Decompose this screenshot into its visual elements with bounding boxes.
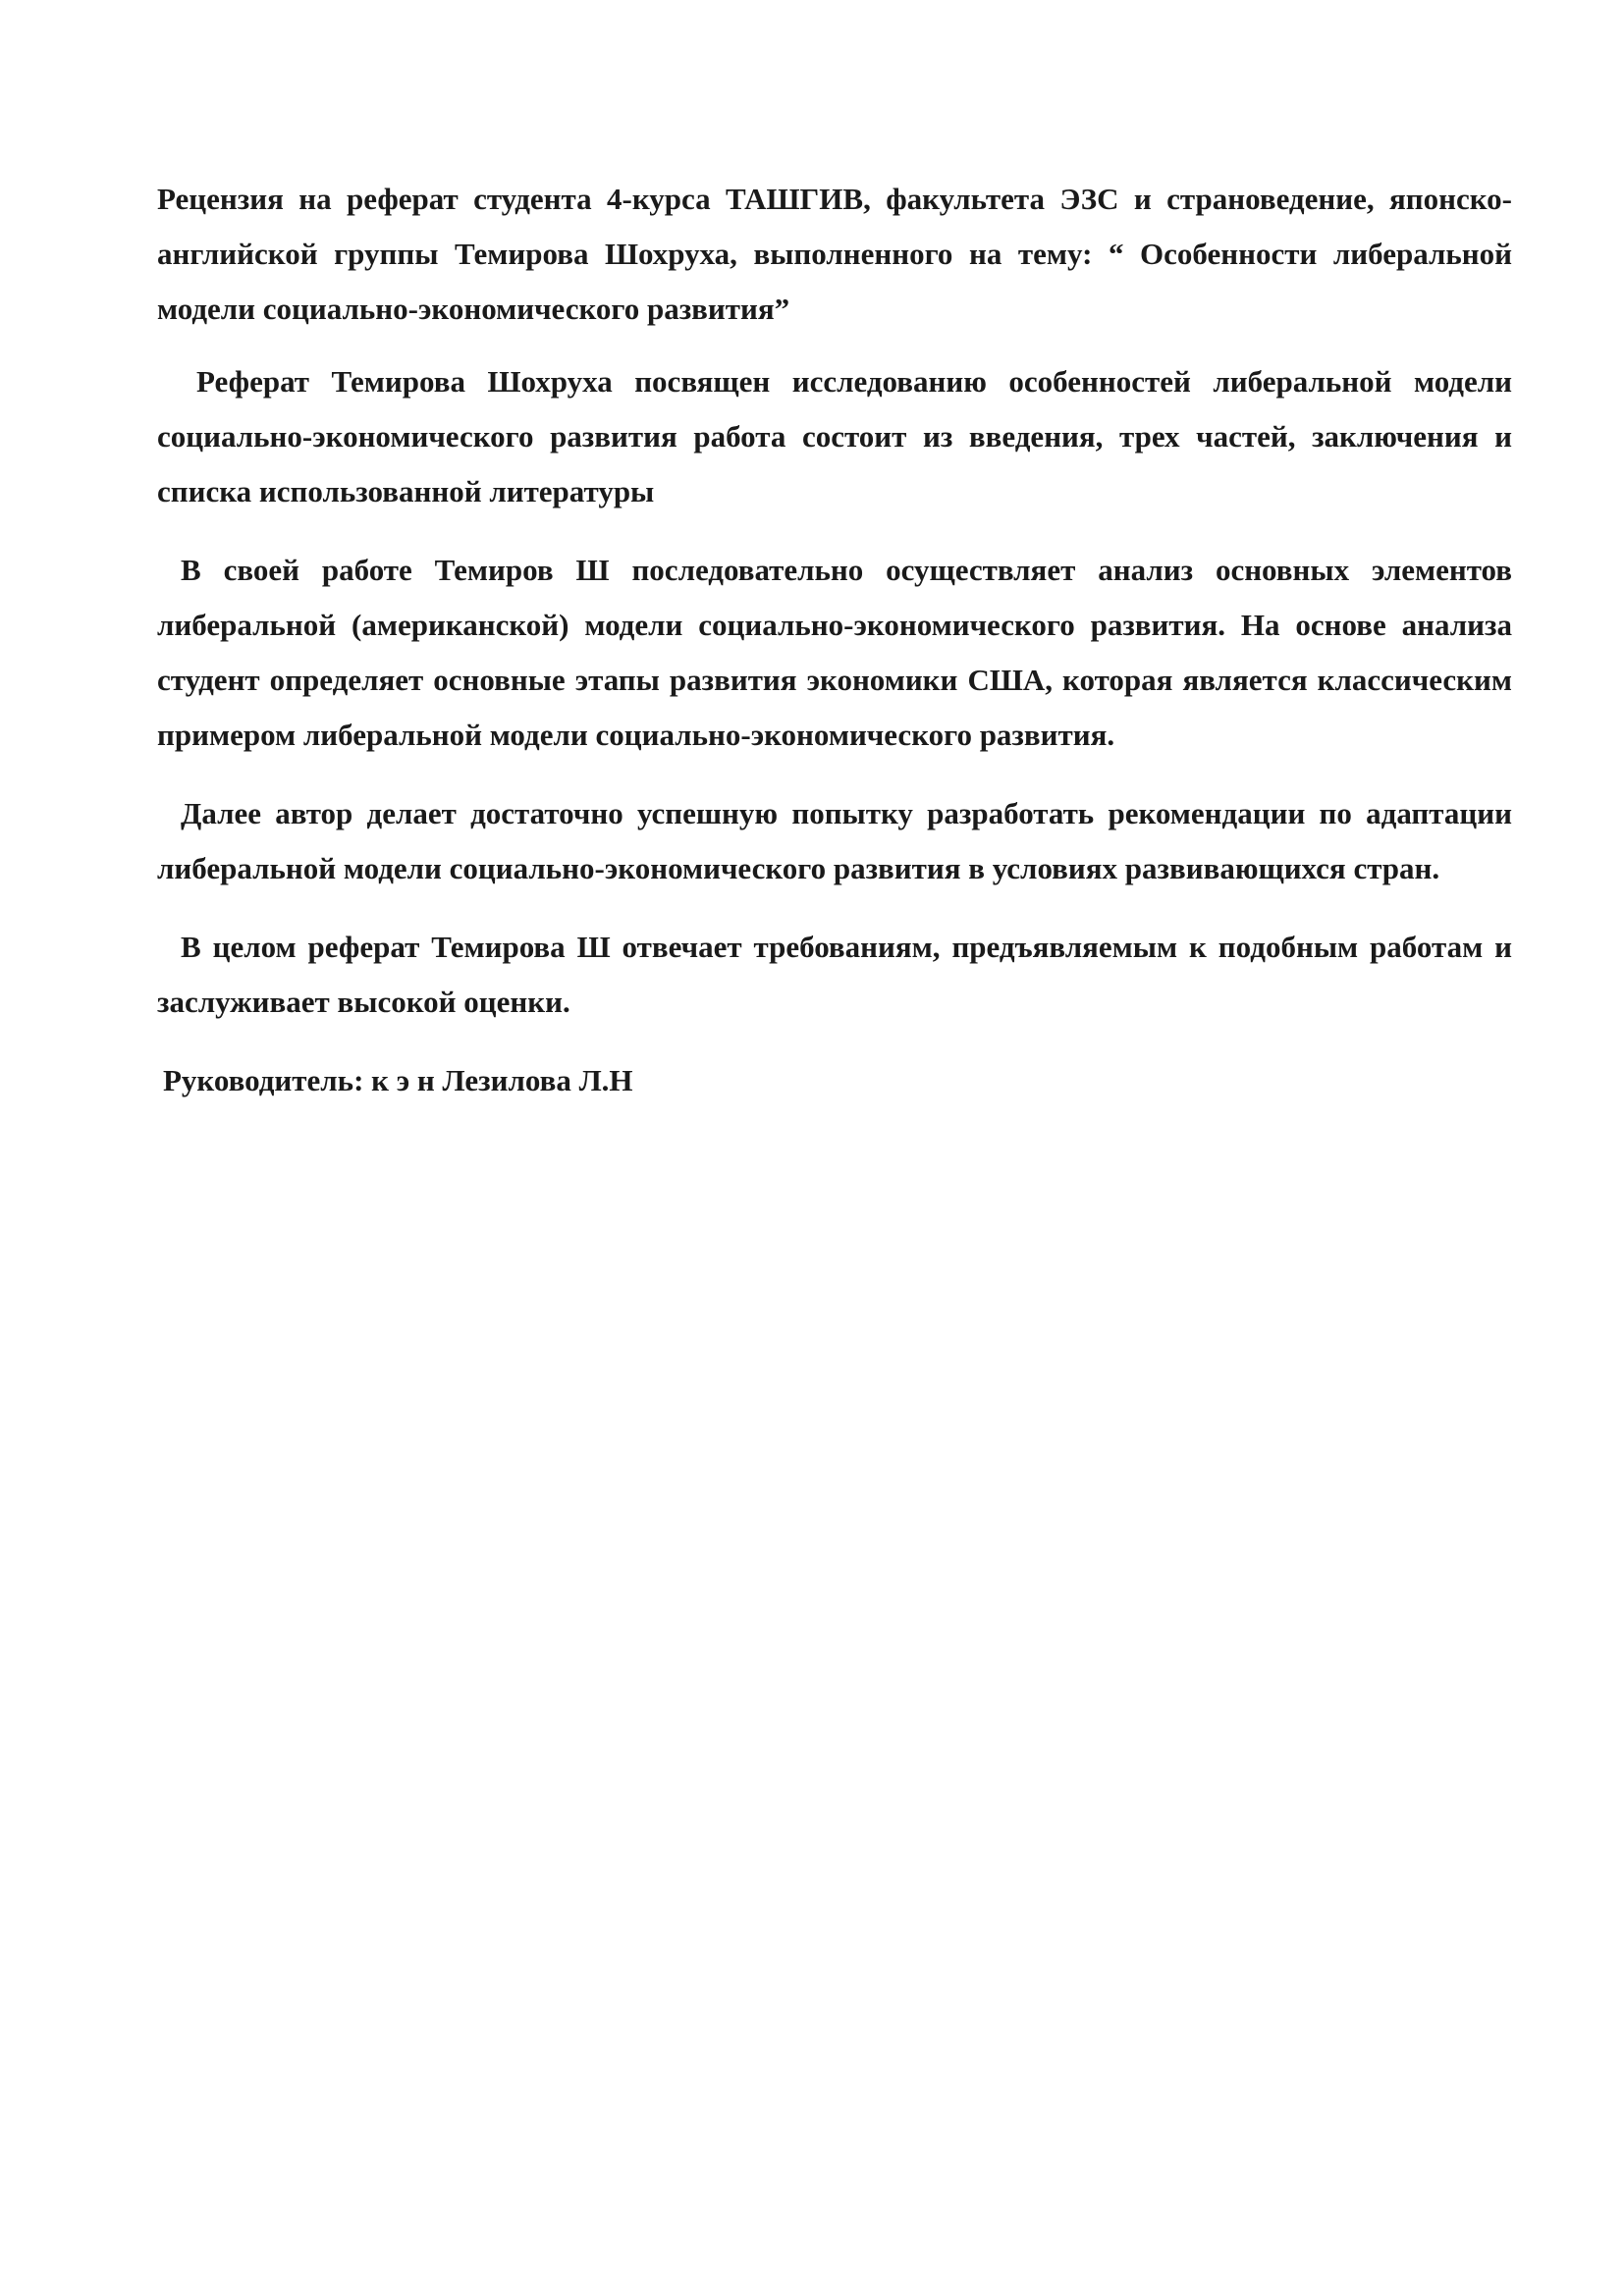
paragraph-recommendations: Далее автор делает достаточно успешную попытку разработать рекомендации по адаптации либеральной модели социально-экономического развития в условиях развивающихся стран. (157, 796, 1512, 885)
supervisor-signature-line: Руководитель: к э н Лезилова Л.Н (163, 1063, 633, 1097)
review-title: Рецензия на реферат студента 4-курса ТАШГИВ, факультета ЭЗС и страноведение, японско-английской группы Темирова Шохруха, выполненного на тему: “ Особенности либеральной модели социально-экономического развития” (157, 182, 1512, 326)
paragraph-analysis: В своей работе Темиров Ш последовательно осуществляет анализ основных элементов либеральной (американской) модели социально-экономического развития. На основе анализа студент определяет основные этапы развития экономики США, которая является классическим примером либеральной модели социально-экономического развития. (157, 553, 1512, 752)
paragraph-conclusion: В целом реферат Темирова Ш отвечает требованиям, предъявляемым к подобным работам и заслуживает высокой оценки. (157, 930, 1512, 1019)
paragraph-structure: Реферат Темирова Шохруха посвящен исследованию особенностей либеральной модели социально-экономического развития работа состоит из введения, трех частей, заключения и списка использованной литературы (157, 364, 1512, 508)
document-body (157, 172, 1512, 1108)
